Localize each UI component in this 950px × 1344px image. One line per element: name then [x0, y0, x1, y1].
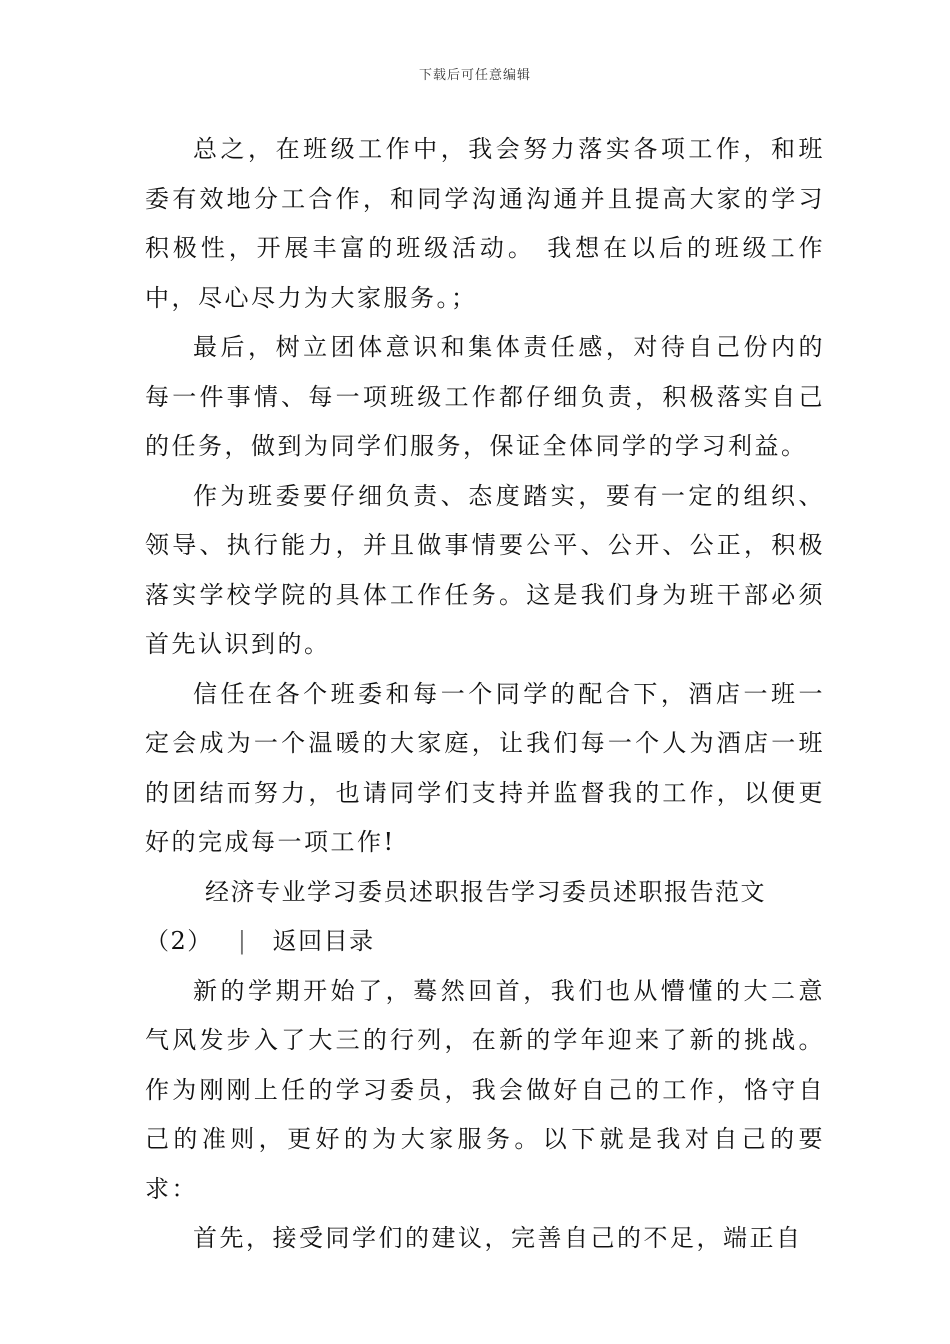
section-number: （2）	[145, 927, 213, 955]
paragraph: 新的学期开始了，蓦然回首，我们也从懵懂的大二意气风发步入了大三的行列，在新的学年迎来了新的挑战。作为刚刚上任的学习委员，我会做好自己的工作，恪守自己的准则，更好的为大家服务。以下就是我对自己的要求：	[145, 976, 825, 1203]
paragraph: 总之，在班级工作中，我会努力落实各项工作，和班委有效地分工合作，和同学沟通沟通并且提高大家的学习积极性，开展丰富的班级活动。 我想在以后的班级工作中，尽心尽力为大家服务。；	[145, 135, 825, 312]
paragraph: 最后，树立团体意识和集体责任感，对待自己份内的每一件事情、每一项班级工作都仔细负责，积极落实自己的任务，做到为同学们服务，保证全体同学的学习利益。	[145, 333, 825, 460]
section-title: 经济专业学习委员述职报告学习委员述职报告范文	[205, 877, 766, 906]
paragraph: 作为班委要仔细负责、态度踏实，要有一定的组织、领导、执行能力，并且做事情要公平、公开、公正，积极落实学校学院的具体工作任务。这是我们身为班干部必须首先认识到的。	[145, 481, 825, 658]
section-separator: |	[237, 927, 248, 955]
document-body	[145, 125, 825, 1264]
paragraph: 信任在各个班委和每一个同学的配合下，酒店一班一定会成为一个温暖的大家庭，让我们每一个人为酒店一班的团结而努力，也请同学们支持并监督我的工作，以便更好的完成每一项工作!	[145, 679, 825, 856]
section-heading	[145, 868, 825, 967]
back-to-toc-link[interactable]: 返回目录	[272, 927, 375, 955]
header-note: 下载后可任意编辑	[418, 68, 531, 83]
paragraph: 首先，接受同学们的建议，完善自己的不足，端正自	[193, 1224, 803, 1252]
section-heading-line2	[145, 917, 825, 967]
